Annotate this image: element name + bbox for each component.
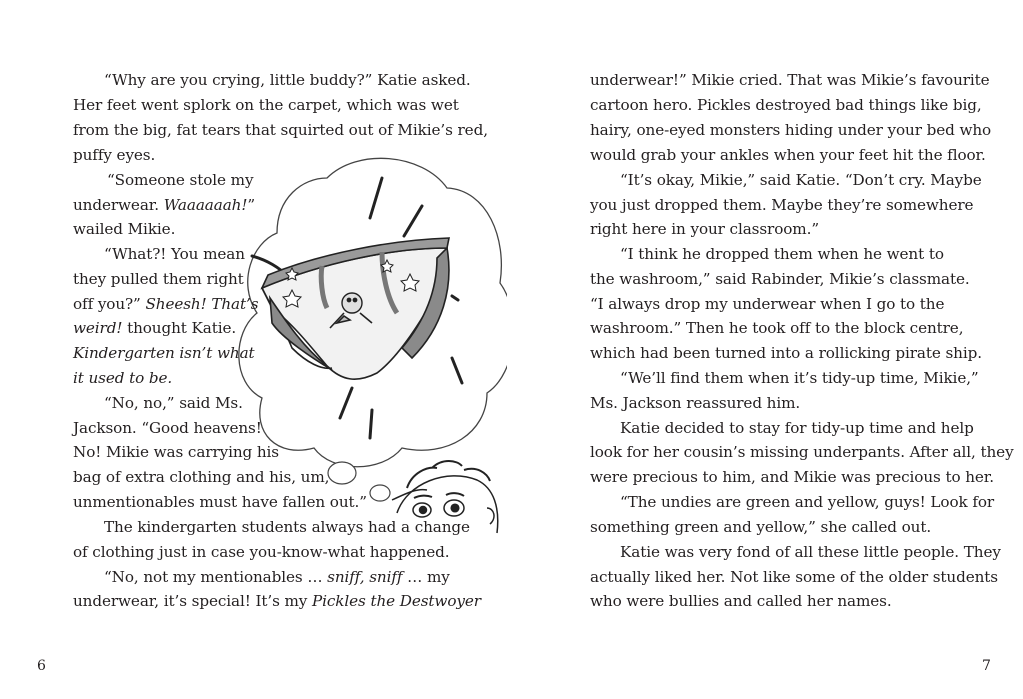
left-line-6 — [73, 193, 255, 218]
italic-text: Kindergarten isn’t what — [73, 344, 255, 362]
left-line-5 — [107, 168, 253, 193]
right-line-4 — [590, 143, 986, 168]
text-run: No! Mikie was carrying his — [73, 443, 280, 461]
page-number-right: 7 — [982, 658, 991, 674]
left-line-19 — [104, 515, 470, 540]
text-run: cartoon hero. Pickles destroyed bad things like big, — [590, 96, 982, 114]
text-run: Her feet went splork on the carpet, which was wet — [73, 96, 459, 114]
right-line-11 — [590, 316, 963, 341]
left-line-12 — [73, 341, 255, 366]
right-line-15 — [620, 416, 974, 441]
text-run: “Someone stole my — [107, 171, 254, 189]
text-run: from the big, fat tears that squirted out of Mikie’s red, — [73, 121, 488, 139]
text-run: which had been turned into a rollicking pirate ship. — [590, 344, 982, 362]
text-run: wailed Mikie. — [73, 220, 176, 238]
right-line-16 — [590, 440, 1014, 465]
text-run: bag of extra clothing and his, um, — [73, 468, 330, 486]
right-line-10 — [590, 292, 944, 317]
left-line-8 — [104, 242, 245, 267]
text-run: right here in your classroom.” — [590, 220, 820, 238]
text-run: “I always drop my underwear when I go to the — [590, 295, 945, 313]
right-line-3 — [590, 118, 991, 143]
left-line-14 — [104, 391, 243, 416]
left-line-10 — [73, 292, 258, 317]
left-line-15 — [73, 416, 262, 441]
text-run: Ms. Jackson reassured him. — [590, 394, 801, 412]
text-run: unmentionables must have fallen out.” — [73, 493, 367, 511]
right-line-19 — [590, 515, 931, 540]
right-line-5 — [620, 168, 982, 193]
left-line-18 — [73, 490, 367, 515]
italic-text: sniff, sniff — [327, 568, 403, 586]
text-run: ” — [247, 196, 256, 214]
left-line-20 — [73, 540, 449, 565]
text-run: underwear!” Mikie cried. That was Mikie’s favourite — [590, 71, 990, 89]
text-run: actually liked her. Not like some of the older students — [590, 568, 999, 586]
text-run: “No, not my mentionables … — [104, 568, 328, 586]
left-line-4 — [73, 143, 155, 168]
left-line-22 — [73, 589, 481, 614]
right-line-12 — [590, 341, 982, 366]
right-line-18 — [620, 490, 994, 515]
right-line-6 — [590, 193, 973, 218]
text-run: hairy, one-eyed monsters hiding under your bed who — [590, 121, 992, 139]
text-run: would grab your ankles when your feet hit the floor. — [590, 146, 986, 164]
left-line-2 — [73, 93, 459, 118]
text-run: “What?! You mean — [104, 245, 245, 263]
text-run: Katie was very fond of all these little people. They — [620, 543, 1001, 561]
right-line-20 — [620, 540, 1001, 565]
italic-text: Sheesh! That’s — [145, 295, 259, 313]
text-run: Jackson. “Good heavens! — [73, 419, 262, 437]
right-line-17 — [590, 465, 994, 490]
right-line-14 — [590, 391, 800, 416]
text-run: Katie decided to stay for tidy-up time and help — [620, 419, 974, 437]
right-line-22 — [590, 589, 892, 614]
text-run: “We’ll find them when it’s tidy-up time, Mikie,” — [620, 369, 979, 387]
page-number-left: 6 — [37, 658, 46, 674]
italic-text: it used to be. — [73, 369, 173, 387]
left-line-16 — [73, 440, 279, 465]
text-run: puffy eyes. — [73, 146, 156, 164]
right-line-21 — [590, 565, 998, 590]
text-run: “No, no,” said Ms. — [104, 394, 243, 412]
text-run: of clothing just in case you-know-what happened. — [73, 543, 450, 561]
left-line-9 — [73, 267, 244, 292]
text-run: were precious to him, and Mikie was precious to her. — [590, 468, 995, 486]
text-run: “It’s okay, Mikie,” said Katie. “Don’t cry. Maybe — [620, 171, 982, 189]
text-run: … my — [402, 568, 450, 586]
right-line-9 — [590, 267, 970, 292]
text-run: thought Katie. — [122, 319, 237, 337]
right-line-1 — [590, 68, 990, 93]
text-run: the washroom,” said Rabinder, Mikie’s classmate. — [590, 270, 970, 288]
text-run: underwear, it’s special! It’s my — [73, 592, 313, 610]
italic-text: Waaaaaah! — [163, 196, 248, 214]
right-line-8 — [620, 242, 944, 267]
left-line-1 — [104, 68, 471, 93]
left-line-21 — [104, 565, 450, 590]
left-line-17 — [73, 465, 329, 490]
italic-text: Pickles the Destwoyer — [312, 592, 481, 610]
right-line-13 — [620, 366, 979, 391]
text-run: The kindergarten students always had a change — [104, 518, 470, 536]
left-line-11 — [73, 316, 236, 341]
text-run: something green and yellow,” she called out. — [590, 518, 932, 536]
text-run: underwear. — [73, 196, 164, 214]
text-run: “The undies are green and yellow, guys! Look for — [620, 493, 995, 511]
text-run: they pulled them right — [73, 270, 244, 288]
left-line-7 — [73, 217, 175, 242]
right-line-7 — [590, 217, 819, 242]
text-run: off you?” — [73, 295, 146, 313]
right-line-2 — [590, 93, 982, 118]
text-run: who were bullies and called her names. — [590, 592, 892, 610]
text-run: you just dropped them. Maybe they’re somewhere — [590, 196, 974, 214]
left-line-13 — [73, 366, 172, 391]
text-run: washroom.” Then he took off to the block centre, — [590, 319, 964, 337]
left-line-3 — [73, 118, 488, 143]
text-run: look for her cousin’s missing underpants. After all, they — [590, 443, 1014, 461]
text-run: “Why are you crying, little buddy?” Katie asked. — [104, 71, 471, 89]
text-run: “I think he dropped them when he went to — [620, 245, 944, 263]
italic-text: weird! — [73, 319, 123, 337]
